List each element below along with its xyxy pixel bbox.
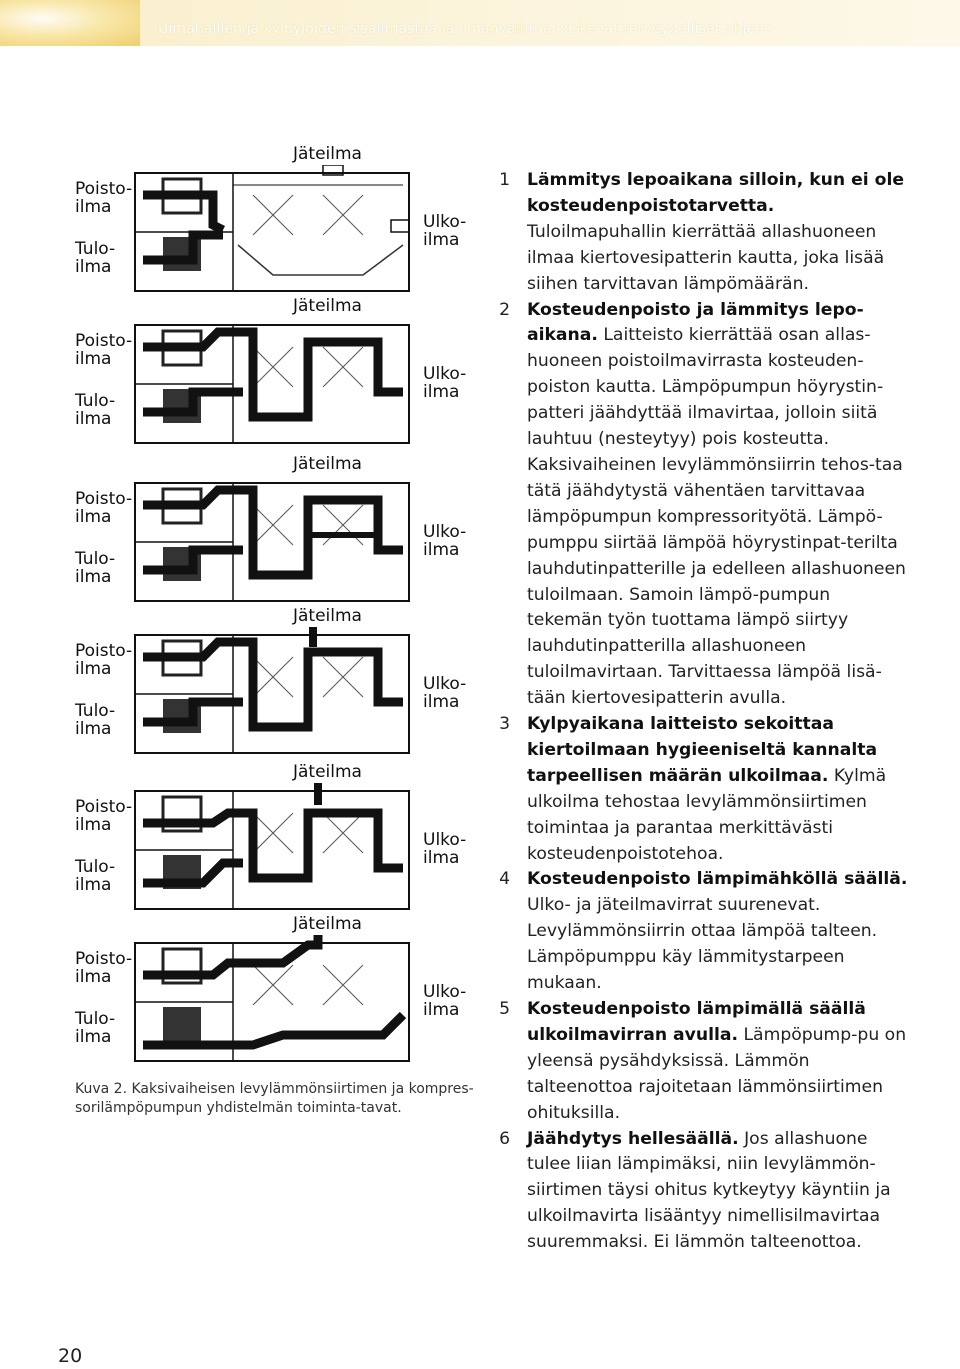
mode-title: Lämmitys lepoaikana silloin, kun ei ole kosteudenpoistotarvetta. bbox=[527, 170, 905, 216]
mode-description: Laitteisto kierrättää osan allas-huoneen poistoilmavirrasta kosteuden-poiston kautta. Lämpöpumpun höyrystin-patteri jäähdyttää ilmavirtaa, jolloin siitä lauhtuu (nesteytyy) pois kosteutta. Kaksivaiheinen levylämmönsiirrin tehos-taa tätä jäähdytystä vähentäen tarvittavaa lämpöpumpun kompressorityötä. Lämpö-pumppu siirtää lämpöä höyrystinpat-terilta lauhdutinpatterille ja edelleen allashuoneen tuloilmaan. Samoin lämpö-pumpun tekemän työn tuottama lämpö siirtyy lauhdutinpatterilla allashuoneen tuloilmavirtaan. Tarvittaessa lämpöä lisä-tään kiertovesipatterin avulla. bbox=[527, 325, 906, 709]
mode-description: Ulko- ja jäteilmavirrat suurenevat. Levylämmönsiirrin ottaa lämpöä talteen. Lämpöpumppu käy lämmitystarpeen mukaan. bbox=[527, 895, 878, 994]
mode-number: 4 bbox=[499, 869, 510, 890]
poistoilma-label: Poisto- ilma bbox=[75, 641, 133, 679]
mode-description: Tuloilmapuhallin kierrättää allashuoneen ilmaa kiertovesipatterin kautta, joka lisää siihen tarvittavan lämpömäärän. bbox=[527, 221, 885, 294]
mode-1-panel bbox=[70, 140, 470, 295]
mode-number: 6 bbox=[499, 1128, 510, 1149]
jateilma-label: Jäteilma bbox=[293, 144, 362, 164]
mode-list bbox=[490, 168, 910, 1256]
mode-title: Kosteudenpoisto ja lämmitys lepo-aikana. bbox=[527, 299, 864, 346]
mode-title: Kosteudenpoisto lämpimähköllä säällä. bbox=[527, 869, 908, 890]
ahu-schematic-3 bbox=[133, 475, 413, 605]
mode-title: Kosteudenpoisto lämpimällä säällä ulkoilmavirran avulla. bbox=[527, 999, 866, 1045]
ahu-schematic-5 bbox=[133, 783, 413, 913]
ulkoilma-label: Ulko- ilma bbox=[423, 364, 467, 402]
ahu-diagram bbox=[70, 140, 470, 1080]
mode-item bbox=[490, 1127, 910, 1257]
jateilma-label: Jäteilma bbox=[293, 762, 362, 782]
mode-number: 1 bbox=[499, 170, 510, 190]
ulkoilma-label: Ulko- ilma bbox=[423, 674, 467, 712]
mode-2-panel bbox=[70, 292, 470, 447]
mode-3-panel bbox=[70, 450, 470, 605]
figure-caption: Kuva 2. Kaksivaiheisen levylämmönsiirtimen ja kompres- sorilämpöpumpun yhdistelmän toiminta-tavat. bbox=[75, 1081, 474, 1116]
jateilma-label: Jäteilma bbox=[293, 454, 362, 474]
mode-item bbox=[490, 867, 910, 997]
mode-6-panel bbox=[70, 910, 470, 1065]
mode-description: Lämpöpump-pu on yleensä pysähdyksissä. Lämmön talteenottoa rajoitetaan lämmönsiirtimen ohituksilla. bbox=[527, 1024, 907, 1123]
tuloilma-label: Tulo- ilma bbox=[75, 701, 116, 739]
mode-4-panel bbox=[70, 602, 470, 757]
tuloilma-label: Tulo- ilma bbox=[75, 239, 116, 277]
mode-number: 5 bbox=[499, 999, 510, 1019]
tuloilma-label: Tulo- ilma bbox=[75, 391, 116, 429]
ahu-schematic-1 bbox=[133, 165, 413, 295]
ulkoilma-label: Ulko- ilma bbox=[423, 212, 467, 250]
mode-item bbox=[490, 168, 910, 298]
mode-title: Jäähdytys hellesäällä. bbox=[527, 1128, 739, 1149]
jateilma-label: Jäteilma bbox=[293, 914, 362, 934]
jateilma-label: Jäteilma bbox=[293, 296, 362, 316]
mode-number: 3 bbox=[499, 714, 510, 735]
mode-5-panel bbox=[70, 758, 470, 913]
tuloilma-label: Tulo- ilma bbox=[75, 549, 116, 587]
ahu-schematic-6 bbox=[133, 935, 413, 1065]
poistoilma-label: Poisto- ilma bbox=[75, 331, 133, 369]
mode-title: Kylpyaikana laitteisto sekoittaa kiertoilmaan hygieeniseltä kannalta tarpeellisen määrän ulkoilmaa. bbox=[527, 714, 878, 786]
header-decoration bbox=[0, 0, 140, 46]
page-number: 20 bbox=[58, 1345, 83, 1367]
mode-description: Kylmä ulkoilma tehostaa levylämmönsiirtimen toimintaa ja parantaa merkittävästi kosteudenpoistotehoa. bbox=[527, 765, 887, 864]
ahu-schematic-2 bbox=[133, 317, 413, 447]
mode-item bbox=[490, 298, 910, 713]
poistoilma-label: Poisto- ilma bbox=[75, 949, 133, 987]
mode-number: 2 bbox=[499, 299, 510, 320]
ahu-schematic-4 bbox=[133, 627, 413, 757]
tuloilma-label: Tulo- ilma bbox=[75, 1009, 116, 1047]
poistoilma-label: Poisto- ilma bbox=[75, 179, 133, 217]
tuloilma-label: Tulo- ilma bbox=[75, 857, 116, 895]
ulkoilma-label: Ulko- ilma bbox=[423, 982, 467, 1020]
poistoilma-label: Poisto- ilma bbox=[75, 489, 133, 527]
mode-item bbox=[490, 997, 910, 1127]
mode-item bbox=[490, 712, 910, 867]
mode-description: Jos allashuone tulee liian lämpimäksi, niin levylämmön-siirtimen täysi ohitus kytkeytyy käyntiin ja ulkoilmavirta lisääntyy nimellisilmavirtaa suuremmaksi. Ei lämmön talteenottoa. bbox=[527, 1128, 891, 1253]
poistoilma-label: Poisto- ilma bbox=[75, 797, 133, 835]
jateilma-label: Jäteilma bbox=[293, 606, 362, 626]
ulkoilma-label: Ulko- ilma bbox=[423, 522, 467, 560]
running-header: Uimahallien ja kylpylöiden sisäilmastoa ja ilmanvaihtoa koskevat terveydelliset ohjeet bbox=[158, 21, 770, 37]
ulkoilma-label: Ulko- ilma bbox=[423, 830, 467, 868]
